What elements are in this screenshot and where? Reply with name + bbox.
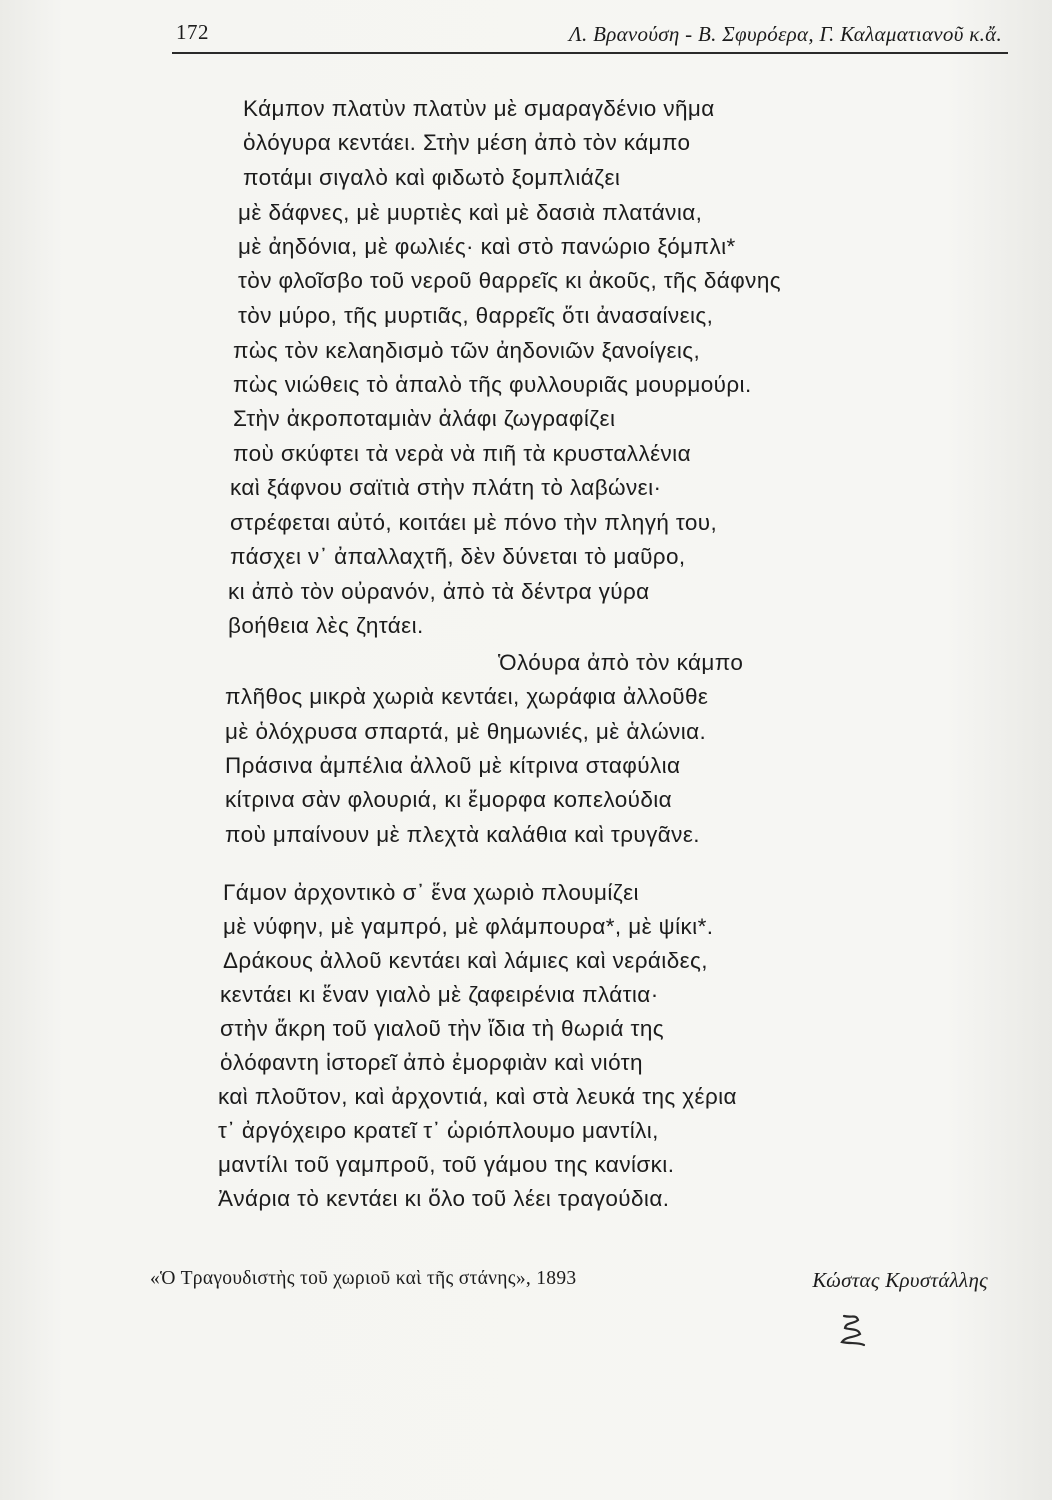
poem-line: καὶ ξάφνου σαϊτιὰ στὴν πλάτη τὸ λαβώνει· (230, 475, 662, 500)
poem-line: μὲ ὁλόχρυσα σπαρτά, μὲ θημωνιές, μὲ ἁλώνια. (225, 719, 707, 744)
poem-line: στὴν ἄκρη τοῦ γιαλοῦ τὴν ἴδια τὴ θωριά της (220, 1016, 665, 1041)
poem-line: Κάμπον πλατὺν πλατὺν μὲ σμαραγδένιο νῆμα (243, 96, 715, 121)
poem-author: Κώστας Κρυστάλλης (812, 1268, 988, 1292)
poem-line: μὲ δάφνες, μὲ μυρτιὲς καὶ μὲ δασιὰ πλατάνια, (238, 200, 703, 225)
poem-line: Ὁλόυρα ἀπὸ τὸν κάμπο (498, 650, 744, 675)
running-head: Λ. Βρανούση - Β. Σφυρόερα, Γ. Καλαματιανοῦ κ.ἄ. (568, 22, 1002, 46)
poem-line: Ἀνάρια τὸ κεντάει κι ὅλο τοῦ λέει τραγούδια. (218, 1186, 670, 1211)
poem-line: ποὺ μπαίνουν μὲ πλεχτὰ καλάθια καὶ τρυγᾶνε. (225, 822, 700, 847)
poem-line: κεντάει κι ἕναν γιαλὸ μὲ ζαφειρένια πλάτια· (220, 982, 659, 1007)
poem-line: πὼς τὸν κελαηδισμὸ τῶν ἀηδονιῶν ξανοίγεις, (233, 338, 701, 363)
poem-line: ὁλόφαντη ἱστορεῖ ἀπὸ ἐμορφιὰν καὶ νιότη (220, 1050, 643, 1075)
poem-line: Πράσινα ἀμπέλια ἀλλοῦ μὲ κίτρινα σταφύλια (225, 753, 681, 778)
poem-line: τὸν φλοῖσβο τοῦ νεροῦ θαρρεῖς κι ἀκοῦς, τῆς δάφνης (238, 268, 781, 293)
poem-line: Δράκους ἀλλοῦ κεντάει καὶ λάμιες καὶ νεράιδες, (223, 948, 708, 973)
poem-line: στρέφεται αὐτό, κοιτάει μὲ πόνο τὴν πληγή του, (230, 510, 718, 535)
end-ornament-icon (836, 1312, 866, 1350)
poem-line: μὲ νύφην, μὲ γαμπρό, μὲ φλάμπουρα*, μὲ ψίκι*. (223, 914, 714, 939)
poem-line: ποὺ σκύφτει τὰ νερὰ νὰ πιῆ τὰ κρυσταλλένια (233, 441, 691, 466)
poem-line: κι ἀπὸ τὸν οὐρανόν, ἀπὸ τὰ δέντρα γύρα (228, 579, 650, 604)
poem-source: «Ὁ Τραγουδιστὴς τοῦ χωριοῦ καὶ τῆς στάνης», 1893 (150, 1268, 577, 1289)
poem-line: ποτάμι σιγαλὸ καὶ φιδωτὸ ξομπλιάζει (243, 165, 621, 190)
poem-line: μαντίλι τοῦ γαμπροῦ, τοῦ γάμου της κανίσκι. (218, 1152, 675, 1177)
poem-line: Στὴν ἀκροποταμιὰν ἀλάφι ζωγραφίζει (233, 406, 616, 431)
page-header (172, 14, 1008, 54)
poem-line: ὁλόγυρα κεντάει. Στὴν μέση ἀπὸ τὸν κάμπο (243, 130, 691, 155)
page-number: 172 (176, 20, 209, 44)
poem-line: τ᾽ ἀργόχειρο κρατεῖ τ᾽ ὡριόπλουμο μαντίλι, (218, 1118, 659, 1143)
poem-line: τὸν μύρο, τῆς μυρτιᾶς, θαρρεῖς ὅτι ἀνασαίνεις, (238, 303, 714, 328)
poem-line: κίτρινα σὰν φλουριά, κι ἔμορφα κοπελούδια (225, 787, 673, 812)
poem-line: καὶ πλοῦτον, καὶ ἀρχοντιά, καὶ στὰ λευκά της χέρια (218, 1084, 737, 1109)
poem-line: βοήθεια λὲς ζητάει. (228, 613, 424, 638)
poem-line: μὲ ἀηδόνια, μὲ φωλιές· καὶ στὸ πανώριο ξόμπλι* (238, 234, 736, 259)
poem-line: πλῆθος μικρὰ χωριὰ κεντάει, χωράφια ἀλλοῦθε (225, 684, 709, 709)
poem-line: πὼς νιώθεις τὸ ἁπαλὸ τῆς φυλλουριᾶς μουρμούρι. (233, 372, 752, 397)
poem-line: Γάμον ἀρχοντικὸ σ᾽ ἕνα χωριὸ πλουμίζει (223, 880, 639, 905)
poem-line: πάσχει ν᾽ ἀπαλλαχτῆ, δὲν δύνεται τὸ μαῦρο, (230, 544, 686, 569)
